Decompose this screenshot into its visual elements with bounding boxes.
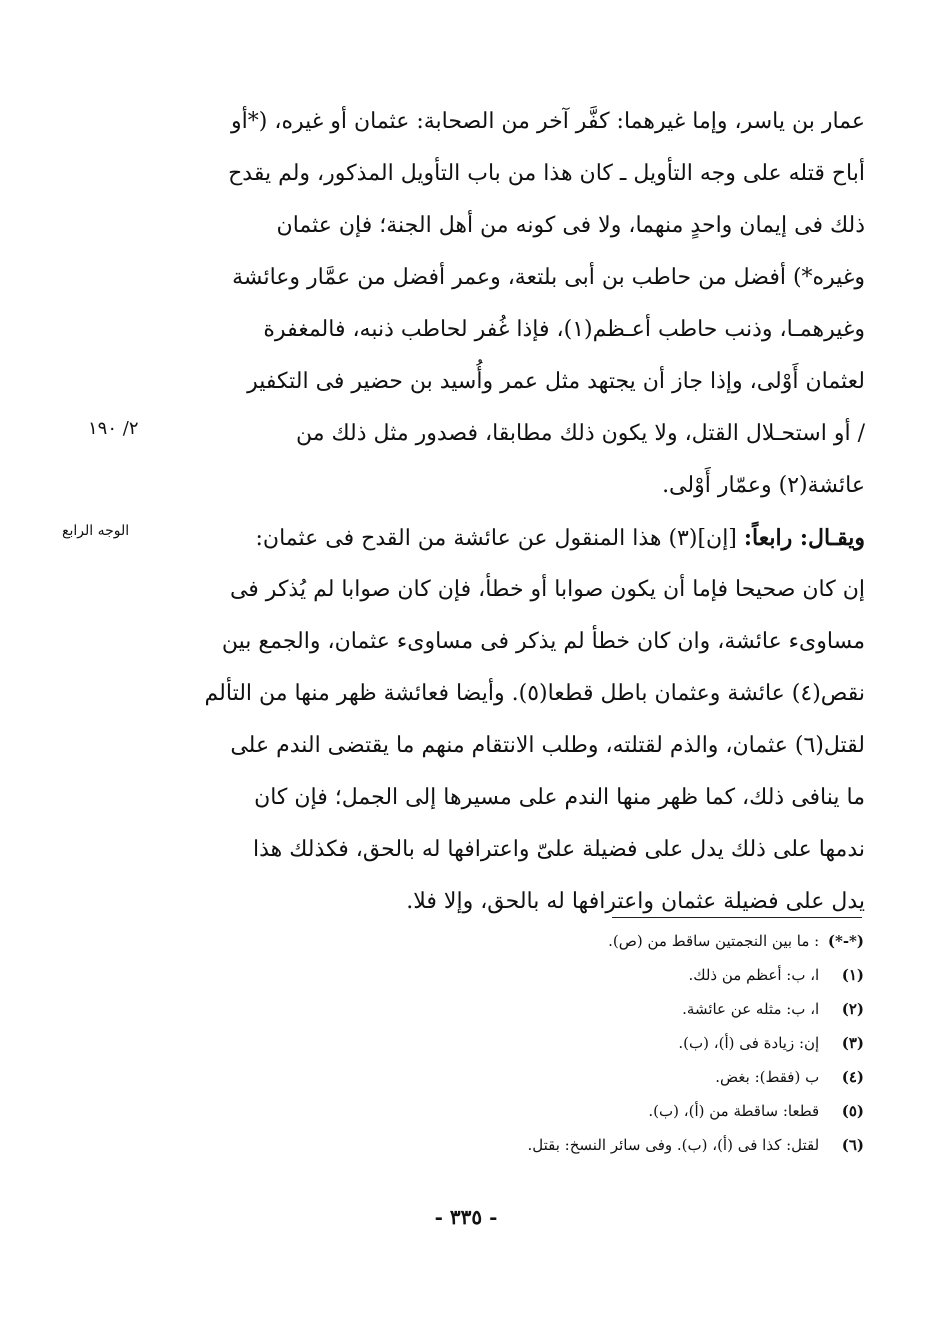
footnote-mark: (١) (841, 966, 864, 984)
footnote-text: إن: زيادة فى (أ)، (ب). (678, 1034, 820, 1052)
footnote-mark: (٥) (841, 1102, 864, 1120)
footnote-text: ب (فقط): بغض. (715, 1068, 820, 1086)
text-line: أباح قتله على وجه التأويل ـ كان هذا من باب التأويل المذكور، ولم يقدح (228, 161, 865, 186)
footnote (244, 1094, 864, 1128)
main-text (160, 96, 865, 928)
footnote-mark: (٢) (841, 1000, 864, 1018)
footnote-mark: (*-*) (827, 932, 864, 950)
text-line: وغيره*) أفضل من حاطب بن أبى بلتعة، وعمر أفضل من عمَّار وعائشة (232, 265, 865, 290)
margin-section-note: الوجه الرابع (62, 523, 130, 539)
footnote (244, 1060, 864, 1094)
footnote-mark: (٣) (841, 1034, 864, 1052)
text-line: يدل على فضيلة عثمان واعترافها له بالحق، وإلا فلا. (406, 889, 865, 914)
footnote-text: : ما بين النجمتين ساقط من (ص). (608, 932, 820, 950)
footnote-text: لقتل: كذا فى (أ)، (ب). وفى سائر النسخ: بقتل. (527, 1136, 820, 1154)
footnote (244, 958, 864, 992)
text-line: ذلك فى إيمان واحدٍ منهما، ولا فى كونه من أهل الجنة؛ فإن عثمان (276, 213, 865, 238)
paragraph-lead: ويقـال: رابعاً: (743, 525, 865, 551)
text-line: لعثمان أَوْلى، وإذا جاز أن يجتهد مثل عمر وأُسيد بن حضير فى التكفير (247, 369, 865, 394)
footnote (244, 992, 864, 1026)
text-line: / أو استحـلال القتل، ولا يكون ذلك مطابقا، فصدور مثل ذلك من (295, 421, 865, 446)
text-line: مساوىء عائشة، وان كان خطأ لم يذكر فى مساوىء عثمان، والجمع بين (221, 629, 865, 654)
text-line: ما ينافى ذلك، كما ظهر منها الندم على مسيرها إلى الجمل؛ فإن كان (254, 785, 865, 810)
footnote (244, 1128, 864, 1162)
footnote-text: ا، ب: مثله عن عائشة. (682, 1000, 820, 1018)
text-line: لقتل(٦) عثمان، والذم لقتلته، وطلب الانتقام منهم ما يقتضى الندم على (230, 733, 865, 758)
text-line: إن كان صحيحا فإما أن يكون صوابا أو خطأ، فإن كان صوابا لم يُذكر فى (229, 577, 865, 602)
footnote-divider (612, 917, 862, 918)
footnote (244, 1026, 864, 1060)
footnote-text: قطعا: ساقطة من (أ)، (ب). (648, 1102, 820, 1120)
footnote-text: ا، ب: أعظم من ذلك. (688, 966, 820, 984)
text-line: نقص(٤) عائشة وعثمان باطل قطعا(٥). وأيضا فعائشة ظهر منها من التألم (204, 681, 865, 706)
text-line: وغيرهمـا، وذنب حاطب أعـظم(١)، فإذا غُفر لحاطب ذنبه، فالمغفرة (263, 317, 865, 342)
footnote (244, 924, 864, 958)
footnotes (244, 924, 864, 1162)
text-line: عمار بن ياسر، وإما غيرهما: كفَّر آخر من الصحابة: عثمان أو غيره، (*أو (231, 109, 865, 134)
text-segment: [إن](٣) هذا المنقول عن عائشة من القدح فى عثمان: (255, 526, 737, 551)
page-number: - ٣٣٥ - (434, 1205, 498, 1229)
text-line: ندمها على ذلك يدل على فضيلة علىّ واعترافها له بالحق، فكذلك هذا (253, 837, 865, 862)
margin-volume-page-ref: ٢/ ١٩٠ (88, 418, 139, 439)
footnote-mark: (٦) (841, 1136, 864, 1154)
text-line: عائشة(٢) وعمّار أَوْلى. (662, 473, 865, 498)
text-line (160, 512, 865, 564)
footnote-mark: (٤) (841, 1068, 864, 1086)
